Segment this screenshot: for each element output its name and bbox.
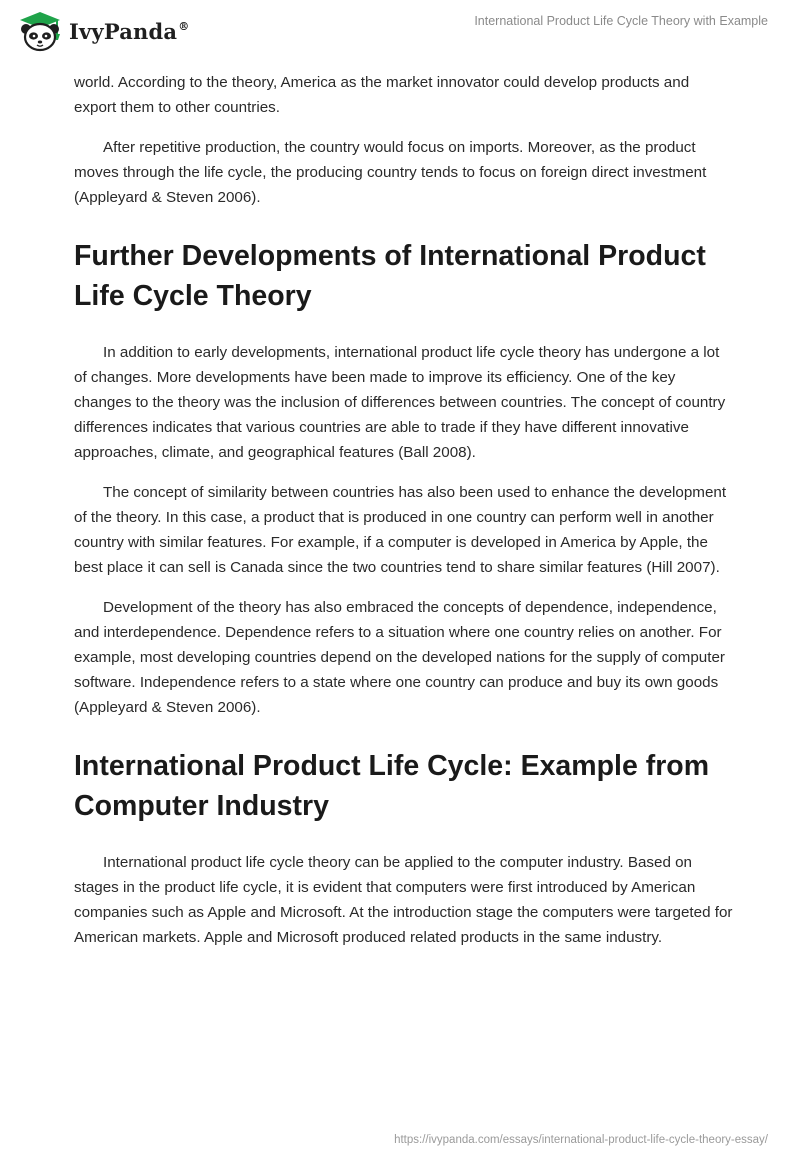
page-header [0,0,800,70]
brand-name: IvyPanda® [69,18,190,44]
panda-graduate-icon [16,10,64,52]
paragraph: In addition to early developments, international product life cycle theory has undergone a lot of changes. More developments have been made to improve its efficiency. One of the key changes to the theory was the inclusion of differences between countries. The concept of country differences indicates that various countries are able to trade if they have different innovative approaches, climate, and geographical features (Ball 2008). [74,344,726,461]
section-heading: Further Developments of International Product Life Cycle Theory [74,240,706,312]
paragraph: world. According to the theory, America as the market innovator could develop products and export them to other countries. [74,74,690,116]
paragraph: After repetitive production, the country would focus on imports. Moreover, as the product moves through the life cycle, the producing country tends to focus on foreign direct investment (Appleyard & Steven 2006). [74,139,707,206]
article-body [74,70,734,965]
source-url[interactable]: https://ivypanda.com/essays/international-product-life-cycle-theory-essay/ [394,1134,768,1146]
section-heading: International Product Life Cycle: Example from Computer Industry [74,750,710,822]
paragraph: Development of the theory has also embraced the concepts of dependence, independence, and interdependence. Dependence refers to a situation where one country relies on another. For example, most developing countries depend on the developed nations for the supply of computer software. Independence refers to a state where one country can produce and buy its own goods (Appleyard & Steven 2006). [74,599,725,716]
paragraph: International product life cycle theory can be applied to the computer industry. Based on stages in the product life cycle, it is evident that computers were first introduced by American companies such as Apple and Microsoft. At the introduction stage the computers were targeted for American markets. Apple and Microsoft produced related products in the same industry. [74,854,733,946]
document-title: International Product Life Cycle Theory with Example [474,14,768,28]
paragraph: The concept of similarity between countries has also been used to enhance the development of the theory. In this case, a product that is produced in one country can perform well in another country with similar features. For example, if a computer is developed in America by Apple, the best place it can sell is Canada since the two countries tend to share similar features (Hill 2007). [74,484,727,576]
brand-logo[interactable] [16,10,189,52]
